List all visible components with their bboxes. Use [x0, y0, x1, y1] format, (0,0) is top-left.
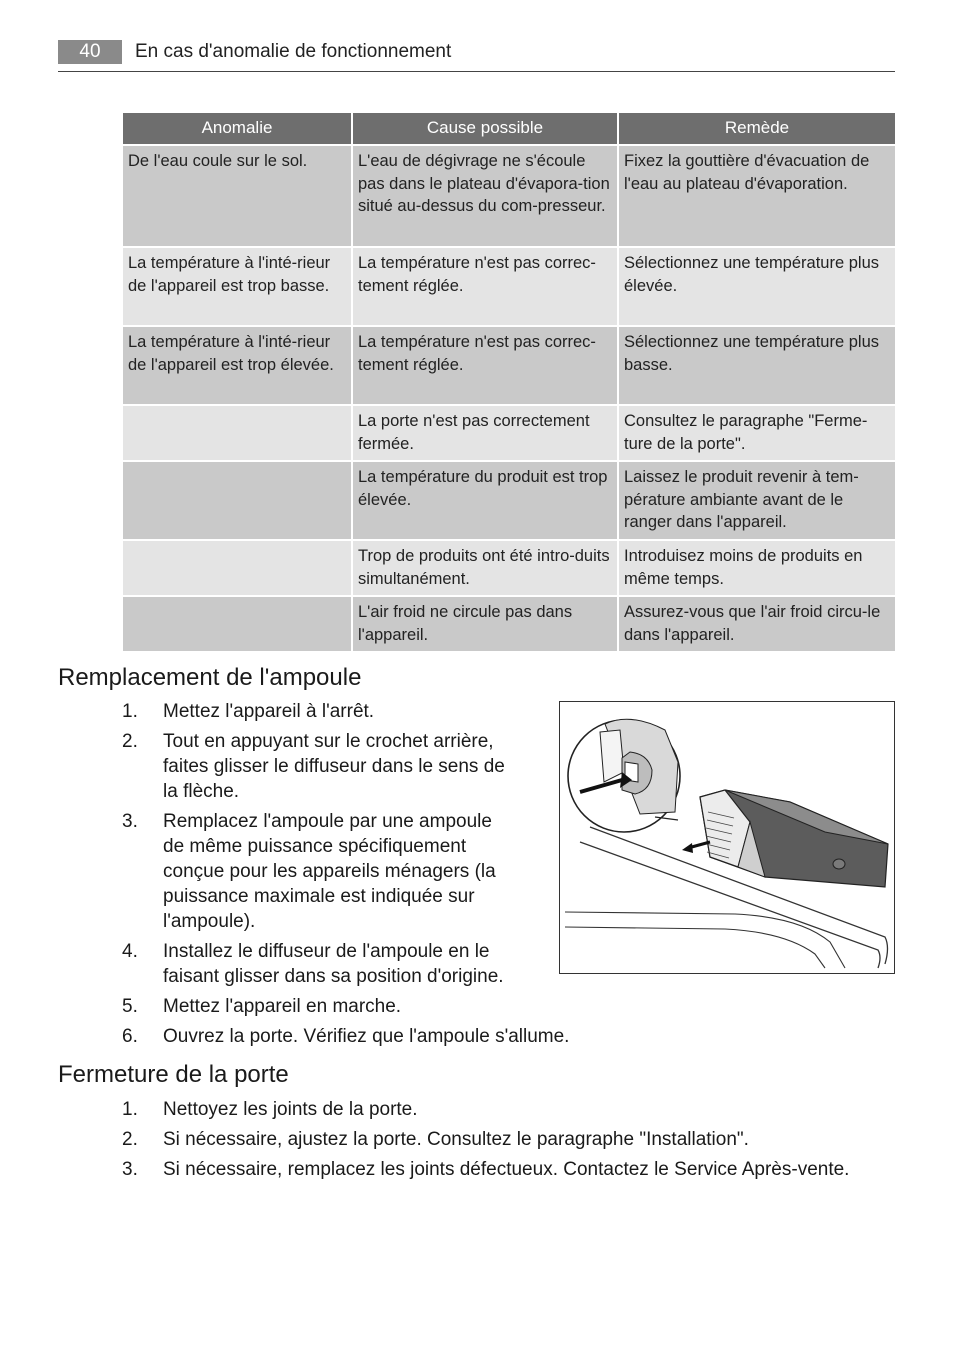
table-cell-remede: Sélectionnez une température plus basse.	[618, 326, 896, 405]
column-header-remede: Remède	[618, 112, 896, 145]
table-cell-anomalie	[122, 405, 352, 461]
table-cell-anomalie	[122, 540, 352, 596]
table-row	[122, 326, 896, 405]
table-cell-remede: Introduisez moins de produits en même temps.	[618, 540, 896, 596]
table-cell-anomalie: De l'eau coule sur le sol.	[122, 145, 352, 247]
table-row	[122, 461, 896, 540]
table-header-row	[122, 112, 896, 145]
table-cell-cause: L'eau de dégivrage ne s'écoule pas dans le plateau d'évapora-tion situé au-dessus du com-presseur.	[352, 145, 618, 247]
table-cell-anomalie: La température à l'inté-rieur de l'appareil est trop élevée.	[122, 326, 352, 405]
table-cell-cause: La température n'est pas correc-tement réglée.	[352, 247, 618, 326]
column-header-anomalie: Anomalie	[122, 112, 352, 145]
step-text: Mettez l'appareil en marche.	[163, 996, 402, 1017]
step-text: Mettez l'appareil à l'arrêt.	[163, 701, 375, 722]
section-title-ampoule: Remplacement de l'ampoule	[58, 664, 362, 691]
table-row	[122, 405, 896, 461]
list-item	[58, 1157, 894, 1182]
page-number: 40	[58, 40, 122, 64]
step-number: 6.	[122, 1026, 138, 1047]
step-number: 4.	[122, 941, 138, 962]
list-item	[58, 1127, 894, 1152]
step-text: Remplacez l'ampoule par une ampoule de même puissance spécifiquement conçue pour les appareils ménagers (la puissance maximale est indiquée sur l'ampoule).	[163, 811, 496, 932]
table-cell-cause: La température du produit est trop élevée.	[352, 461, 618, 540]
step-number: 1.	[122, 701, 138, 722]
fermeture-steps-list	[58, 1097, 894, 1187]
troubleshooting-table	[121, 111, 897, 653]
step-number: 3.	[122, 811, 138, 832]
step-number: 2.	[122, 731, 138, 752]
table-cell-remede: Consultez le paragraphe "Ferme-ture de la porte".	[618, 405, 896, 461]
ampoule-steps-list	[58, 699, 518, 994]
table-cell-remede: Fixez la gouttière d'évacuation de l'eau au plateau d'évaporation.	[618, 145, 896, 247]
step-number: 5.	[122, 996, 138, 1017]
list-item	[58, 809, 518, 934]
table-row	[122, 145, 896, 247]
step-text: Si nécessaire, remplacez les joints défectueux. Contactez le Service Après-vente.	[163, 1159, 850, 1180]
step-text: Nettoyez les joints de la porte.	[163, 1099, 418, 1120]
table-cell-anomalie: La température à l'inté-rieur de l'appareil est trop basse.	[122, 247, 352, 326]
section-title-fermeture: Fermeture de la porte	[58, 1061, 289, 1088]
list-item	[58, 1097, 894, 1122]
step-number: 1.	[122, 1099, 138, 1120]
table-cell-cause: Trop de produits ont été intro-duits simultanément.	[352, 540, 618, 596]
step-number: 3.	[122, 1159, 138, 1180]
list-item	[58, 1024, 758, 1049]
table-cell-cause: La température n'est pas correc-tement réglée.	[352, 326, 618, 405]
table-cell-anomalie	[122, 596, 352, 652]
list-item	[58, 729, 518, 804]
lamp-replacement-illustration	[559, 701, 895, 974]
table-row	[122, 596, 896, 652]
list-item	[58, 939, 518, 989]
lamp-diffuser-drawing	[560, 702, 894, 973]
column-header-cause: Cause possible	[352, 112, 618, 145]
step-text: Tout en appuyant sur le crochet arrière, faites glisser le diffuseur dans le sens de la flèche.	[163, 731, 505, 802]
step-number: 2.	[122, 1129, 138, 1150]
table-cell-anomalie	[122, 461, 352, 540]
step-text: Si nécessaire, ajustez la porte. Consultez le paragraphe "Installation".	[163, 1129, 749, 1150]
table-cell-cause: L'air froid ne circule pas dans l'appareil.	[352, 596, 618, 652]
step-text: Installez le diffuseur de l'ampoule en le faisant glisser dans sa position d'origine.	[163, 941, 504, 987]
list-item	[58, 699, 518, 724]
table-cell-remede: Laissez le produit revenir à tem-pérature ambiante avant de le ranger dans l'appareil.	[618, 461, 896, 540]
page-header	[58, 40, 895, 72]
table-cell-remede: Sélectionnez une température plus élevée.	[618, 247, 896, 326]
table-row	[122, 247, 896, 326]
table-cell-cause: La porte n'est pas correctement fermée.	[352, 405, 618, 461]
table-row	[122, 540, 896, 596]
table-cell-remede: Assurez-vous que l'air froid circu-le dans l'appareil.	[618, 596, 896, 652]
step-text: Ouvrez la porte. Vérifiez que l'ampoule s'allume.	[163, 1026, 570, 1047]
list-item	[58, 994, 758, 1019]
ampoule-steps-list-continued	[58, 994, 758, 1054]
page-header-title: En cas d'anomalie de fonctionnement	[135, 41, 452, 62]
